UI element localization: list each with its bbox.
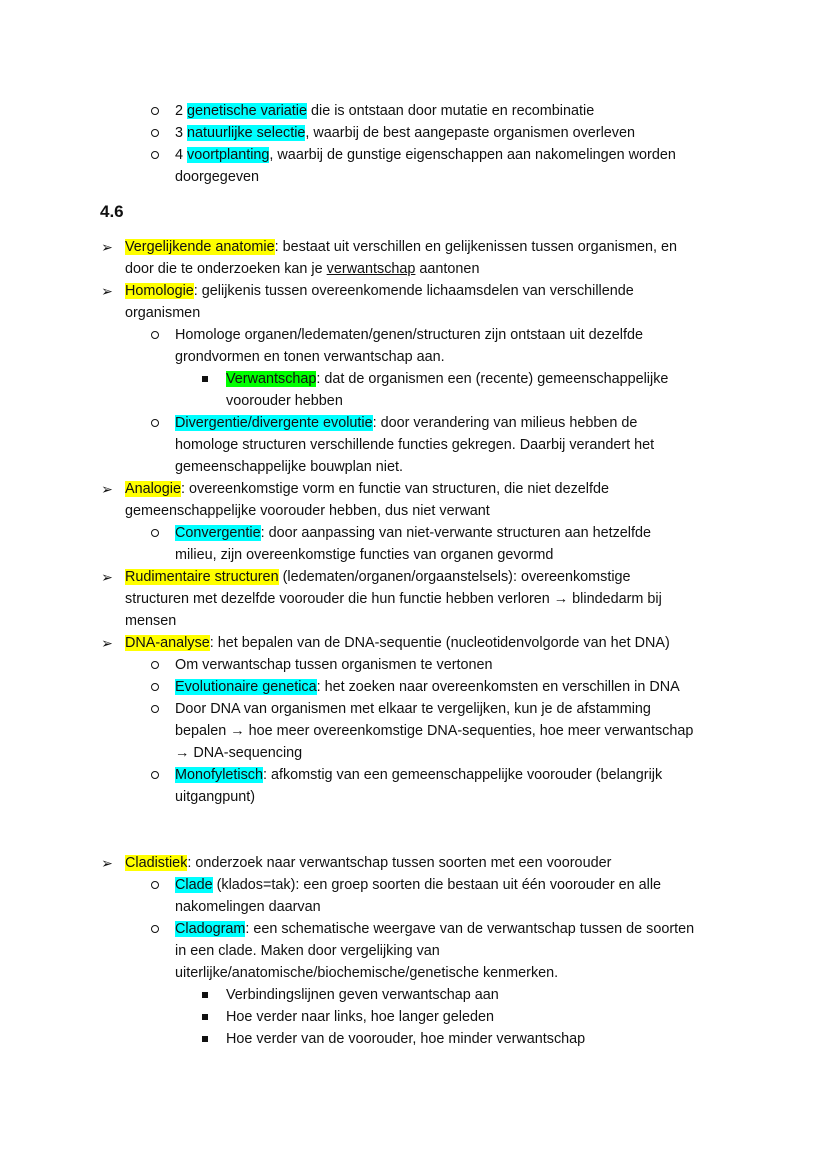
circle-bullet-icon <box>148 918 162 940</box>
list-item: Door DNA van organismen met elkaar te vergelijken, kun je de afstamming <box>175 701 651 717</box>
square-bullet-icon <box>198 1006 212 1028</box>
list-item: Homologie: gelijkenis tussen overeenkomende lichaamsdelen van verschillende <box>125 283 634 299</box>
list-item-continuation: homologe structuren verschillende functies gekregen. Daarbij verandert het <box>175 437 655 453</box>
list-item-continuation: mensen <box>125 613 177 629</box>
list-item-continuation: milieu, zijn overeenkomstige functies van organen gevormd <box>175 547 554 563</box>
list-item: Om verwantschap tussen organismen te vertonen <box>175 657 493 673</box>
list-item: Verbindingslijnen geven verwantschap aan <box>226 987 499 1003</box>
list-item: DNA-analyse: het bepalen van de DNA-sequentie (nucleotidenvolgorde van het DNA) <box>125 635 670 651</box>
arrowhead-bullet-icon: ➢ <box>101 855 113 871</box>
list-item: Homologe organen/ledematen/genen/structuren zijn ontstaan uit dezelfde <box>175 327 644 343</box>
list-item-continuation: voorouder hebben <box>226 393 343 409</box>
circle-bullet-icon <box>148 764 162 786</box>
list-item: Clade (klados=tak): een groep soorten die bestaan uit één voorouder en alle <box>175 877 662 893</box>
square-bullet-icon <box>198 1028 212 1050</box>
list-item: Verwantschap: dat de organismen een (recente) gemeenschappelijke <box>226 371 669 387</box>
list-item: 3 natuurlijke selectie, waarbij de best aangepaste organismen overleven <box>175 125 635 141</box>
list-item: Hoe verder van de voorouder, hoe minder verwantschap <box>226 1031 586 1047</box>
list-item: Vergelijkende anatomie: bestaat uit verschillen en gelijkenissen tussen organismen, en <box>125 239 677 255</box>
arrowhead-bullet-icon: ➢ <box>101 481 113 497</box>
list-item-continuation: in een clade. Maken door vergelijking van <box>175 943 440 959</box>
list-item-continuation: bepalen → hoe meer overeenkomstige DNA-sequenties, hoe meer verwantschap <box>175 723 694 739</box>
list-item-continuation: gemeenschappelijke voorouder hebben, dus niet verwant <box>125 503 490 519</box>
circle-bullet-icon <box>148 122 162 144</box>
list-item-continuation: uiterlijke/anatomische/biochemische/genetische kenmerken. <box>175 965 559 981</box>
circle-bullet-icon <box>148 874 162 896</box>
arrowhead-bullet-icon: ➢ <box>101 569 113 585</box>
circle-bullet-icon <box>148 324 162 346</box>
square-bullet-icon <box>198 368 212 390</box>
arrowhead-bullet-icon: ➢ <box>101 283 113 299</box>
list-item: Hoe verder naar links, hoe langer geleden <box>226 1009 494 1025</box>
circle-bullet-icon <box>148 144 162 166</box>
list-item-continuation: doorgegeven <box>175 169 260 185</box>
circle-bullet-icon <box>148 698 162 720</box>
list-item: Cladogram: een schematische weergave van de verwantschap tussen de soorten <box>175 921 695 937</box>
list-item: Rudimentaire structuren (ledematen/organen/orgaanstelsels): overeenkomstige <box>125 569 631 585</box>
list-item-continuation: organismen <box>125 305 201 321</box>
list-item: 4 voortplanting, waarbij de gunstige eigenschappen aan nakomelingen worden <box>175 147 676 163</box>
list-item-continuation: uitgangpunt) <box>175 789 256 805</box>
list-item: Analogie: overeenkomstige vorm en functie van structuren, die niet dezelfde <box>125 481 609 497</box>
circle-bullet-icon <box>148 412 162 434</box>
circle-bullet-icon <box>148 654 162 676</box>
square-bullet-icon <box>198 984 212 1006</box>
section-heading: 4.6 <box>100 202 124 221</box>
arrowhead-bullet-icon: ➢ <box>101 239 113 255</box>
list-item-continuation: nakomelingen daarvan <box>175 899 321 915</box>
circle-bullet-icon <box>148 522 162 544</box>
list-item-continuation: structuren met dezelfde voorouder die hun functie hebben verloren → blindedarm bij <box>125 591 662 607</box>
list-item: Convergentie: door aanpassing van niet-verwante structuren aan hetzelfde <box>175 525 651 541</box>
circle-bullet-icon <box>148 676 162 698</box>
list-item-continuation: door die te onderzoeken kan je verwantschap aantonen <box>125 261 480 277</box>
list-item: Cladistiek: onderzoek naar verwantschap tussen soorten met een voorouder <box>125 855 612 871</box>
arrowhead-bullet-icon: ➢ <box>101 635 113 651</box>
list-item-continuation: → DNA-sequencing <box>175 745 303 761</box>
list-item: Evolutionaire genetica: het zoeken naar overeenkomsten en verschillen in DNA <box>175 679 680 695</box>
list-item: 2 genetische variatie die is ontstaan door mutatie en recombinatie <box>175 103 595 119</box>
list-item: Divergentie/divergente evolutie: door verandering van milieus hebben de <box>175 415 638 431</box>
list-item: Monofyletisch: afkomstig van een gemeenschappelijke voorouder (belangrijk <box>175 767 663 783</box>
circle-bullet-icon <box>148 100 162 122</box>
list-item-continuation: grondvormen en tonen verwantschap aan. <box>175 349 445 365</box>
list-item-continuation: gemeenschappelijke bouwplan niet. <box>175 459 404 475</box>
